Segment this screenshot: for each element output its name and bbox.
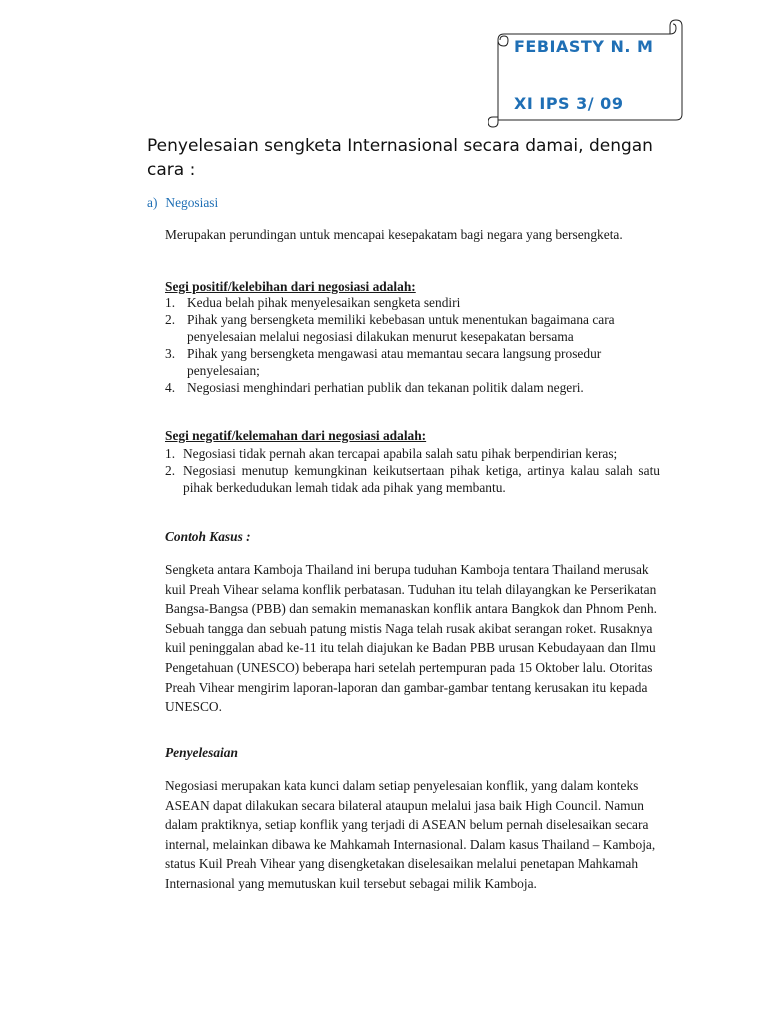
positive-list — [165, 294, 655, 396]
list-number: 1. — [165, 446, 176, 461]
section-title: Negosiasi — [165, 195, 219, 210]
list-number: 1. — [165, 295, 176, 310]
list-text: Negosiasi tidak pernah akan tercapai apabila salah satu pihak berpendirian keras; — [183, 446, 618, 461]
list-number: 3. — [165, 346, 176, 361]
list-text: Negosiasi menghindari perhatian publik dan tekanan politik dalam negeri. — [187, 380, 584, 395]
list-item — [165, 311, 655, 345]
resolution-paragraph: Negosiasi merupakan kata kunci dalam setiap penyelesaian konflik, yang dalam konteks ASEAN dapat dilakukan secara bilateral ataupun melalui jasa baik High Council. Namun dalam praktiknya, setiap konflik yang terjadi di ASEAN belum pernah diselesaikan secara internal, melainkan dibawa ke Mahkamah Internasional. Dalam kasus Thailand – Kamboja, status Kuil Preah Vihear yang disengketakan diselesaikan melalui penetapan Mahkamah Internasional yang memutuskan kuil tersebut sebagai milik Kamboja. — [165, 778, 656, 891]
case-heading: Contoh Kasus : — [165, 529, 251, 544]
student-name: FEBIASTY N. M — [514, 37, 654, 56]
section-heading — [147, 195, 218, 211]
document-title: Penyelesaian sengketa Internasional secara damai, dengan cara : — [147, 136, 653, 180]
list-item — [165, 462, 660, 496]
list-text: Kedua belah pihak menyelesaikan sengketa sendiri — [187, 295, 461, 310]
list-item — [165, 379, 655, 396]
resolution-heading: Penyelesaian — [165, 745, 238, 760]
list-number: 2. — [165, 463, 176, 478]
list-text: Negosiasi menutup kemungkinan keikutsertaan pihak ketiga, artinya kalau salah satu pihak berkedudukan lemah tidak ada pihak yang membantu. — [183, 463, 660, 495]
list-text: Pihak yang bersengketa memiliki kebebasan untuk menentukan bagaimana cara penyelesaian melalui negosiasi dilakukan menurut kesepakatan bersama — [187, 312, 615, 344]
list-item — [165, 445, 660, 462]
case-paragraph: Sengketa antara Kamboja Thailand ini berupa tuduhan Kamboja tentara Thailand merusak kuil Preah Vihear selama konflik perbatasan. Tuduhan itu telah dilayangkan ke Perserikatan Bangsa-Bangsa (PBB) dan semakin memanaskan konflik antara Bangkok dan Phnom Penh. Sebuah tangga dan sebuah patung mistis Naga telah rusak akibat serangan roket. Rusaknya kuil peninggalan abad ke-11 itu telah diajukan ke Badan PBB urusan Kebudayaan dan Ilmu Pengetahuan (UNESCO) beberapa hari setelah pertempuran pada 15 Oktober lalu. Otoritas Preah Vihear mengirim laporan-laporan dan gambar-gambar tentang kerusakan itu kepada UNESCO. — [165, 562, 658, 715]
definition-paragraph: Merupakan perundingan untuk mencapai kesepakatam bagi negara yang bersengketa. — [165, 227, 623, 242]
list-number: 2. — [165, 312, 176, 327]
negative-heading: Segi negatif/kelemahan dari negosiasi adalah: — [165, 428, 427, 443]
negative-list — [165, 445, 660, 496]
name-scroll-box — [488, 18, 688, 128]
list-item — [165, 345, 655, 379]
section-number: a) — [147, 195, 158, 210]
positive-heading: Segi positif/kelebihan dari negosiasi adalah: — [165, 279, 416, 294]
list-number: 4. — [165, 380, 176, 395]
list-item — [165, 294, 655, 311]
list-text: Pihak yang bersengketa mengawasi atau memantau secara langsung prosedur penyelesaian; — [187, 346, 602, 378]
student-class: XI IPS 3/ 09 — [514, 94, 624, 113]
